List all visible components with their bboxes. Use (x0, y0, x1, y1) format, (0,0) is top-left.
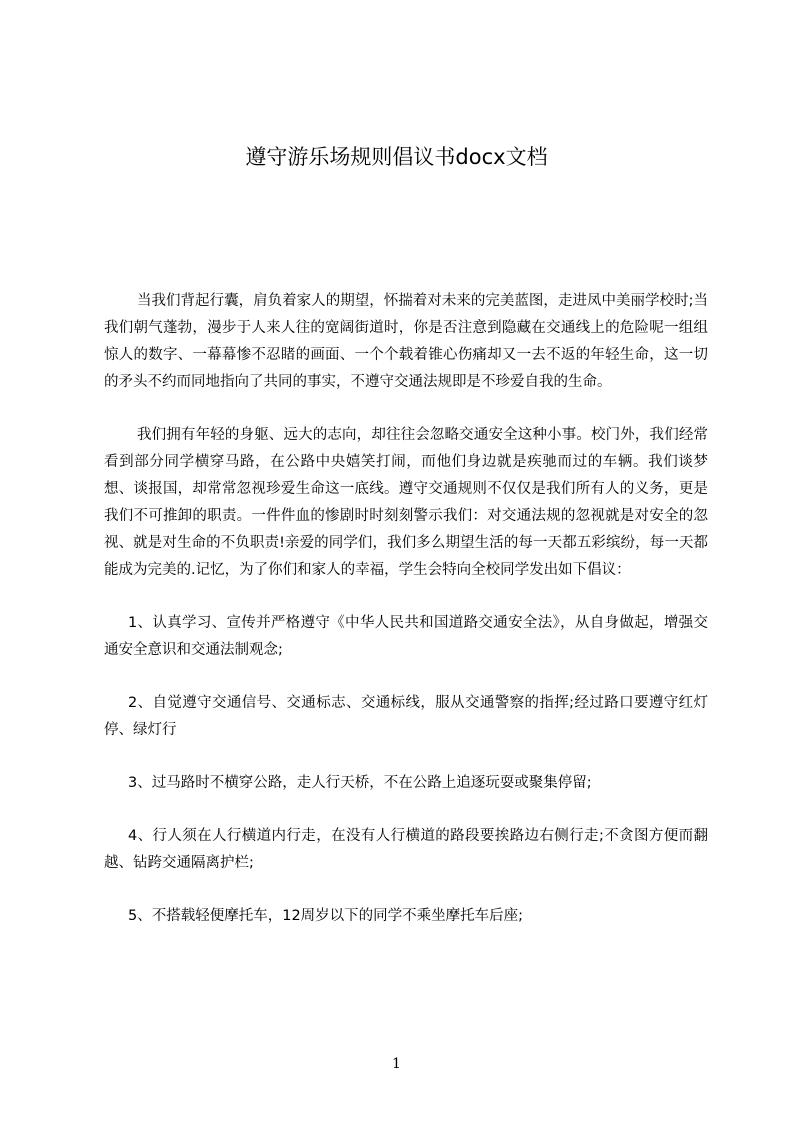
document-body (104, 288, 708, 956)
intro-paragraph: 当我们背起行囊，肩负着家人的期望，怀揣着对未来的完美蓝图，走进凤中美丽学校时;当我们朝气蓬勃，漫步于人来人往的宽阔街道时，你是否注意到隐藏在交通线上的危险呢一组组惊人的数字、一幕幕惨不忍睹的画面、一个个载着锥心伤痛却又一去不返的年轻生命，这一切的矛头不约而同地指向了共同的事实，不遵守交通法规即是不珍爱自我的生命。 (104, 293, 708, 390)
proposal-item-2: 2、自觉遵守交通信号、交通标志、交通标线，服从交通警察的指挥;经过路口要遵守红灯停、绿灯行 (104, 695, 708, 738)
proposal-item-3: 3、过马路时不横穿公路，走人行天桥，不在公路上追逐玩耍或聚集停留; (128, 775, 592, 791)
document-title: 遵守游乐场规则倡议书docx文档 (245, 145, 548, 169)
proposal-item-1: 1、认真学习、宣传并严格遵守《中华人民共和国道路交通安全法》，从自身做起，增强交通安全意识和交通法制观念; (104, 615, 708, 658)
proposal-item-5: 5、不搭载轻便摩托车，12周岁以下的同学不乘坐摩托车后座; (128, 908, 524, 924)
proposal-item-4: 4、行人须在人行横道内行走，在没有人行横道的路段要挨路边右侧行走;不贪图方便而翻越、钻跨交通隔离护栏; (104, 828, 708, 871)
context-paragraph: 我们拥有年轻的身躯、远大的志向，却往往会忽略交通安全这种小事。校门外，我们经常看到部分同学横穿马路，在公路中央嬉笑打闹，而他们身边就是疾驰而过的车辆。我们谈梦想、谈报国，却常常忽视珍爱生命这一底线。遵守交通规则不仅仅是我们所有人的义务，更是我们不可推卸的职责。一件件血的惨剧时时刻刻警示我们：对交通法规的忽视就是对安全的忽视、就是对生命的不负职责!亲爱的同学们，我们多么期望生活的每一天都五彩缤纷，每一天都能成为完美的.记忆，为了你们和家人的幸福，学生会特向全校同学发出如下倡议： (104, 427, 708, 578)
page-number: 1 (392, 1056, 401, 1072)
